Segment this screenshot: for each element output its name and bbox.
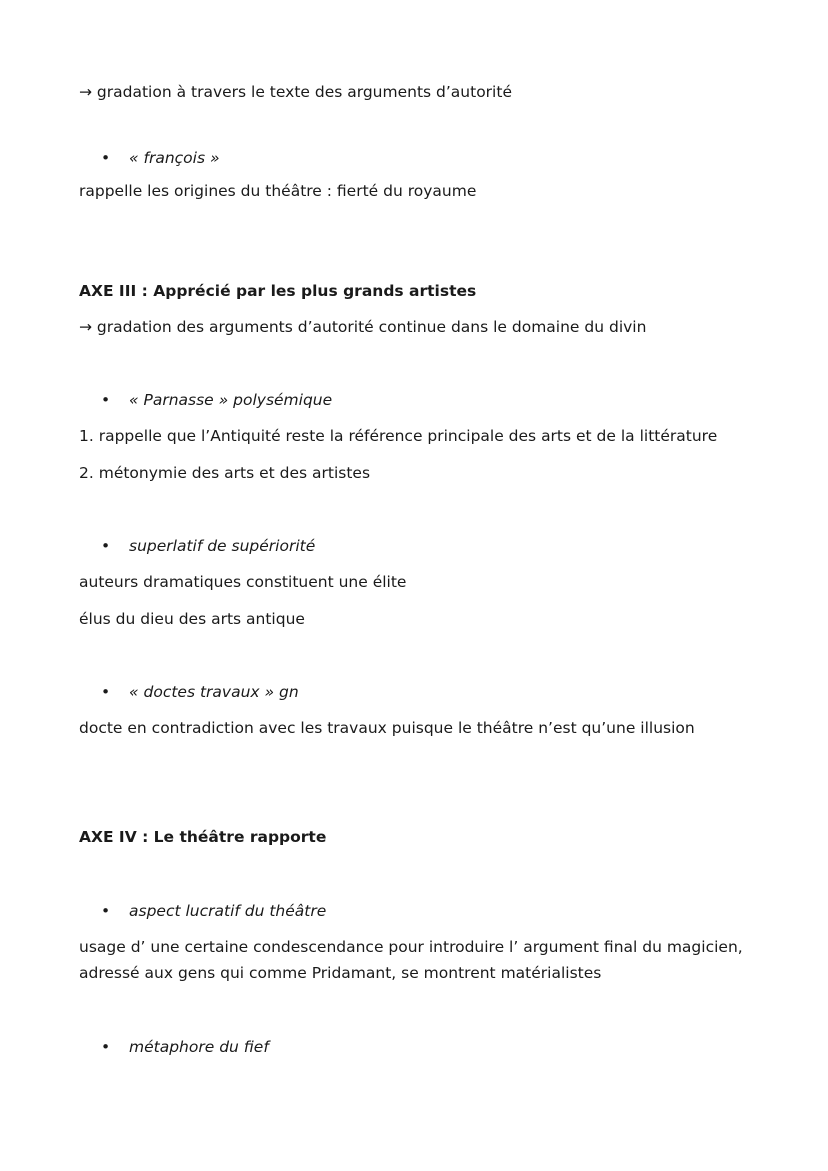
bullet-dot: • [101, 391, 111, 409]
bullet-dot: • [101, 149, 111, 167]
bullet-francois-text: « françois » [129, 149, 220, 167]
superlatif-note-1: auteurs dramatiques constituent une élite [79, 573, 407, 591]
axe3-subline: → gradation des arguments d’autorité continue dans le domaine du divin [79, 318, 647, 336]
bullet-parnasse [101, 390, 332, 410]
bullet-fief [101, 1037, 269, 1057]
bullet-dot: • [101, 1038, 111, 1056]
bullet-doctes [101, 682, 299, 702]
bullet-doctes-text: « doctes travaux » gn [129, 683, 299, 701]
bullet-superlatif [101, 536, 315, 556]
doctes-note: docte en contradiction avec les travaux puisque le théâtre n’est qu’une illusion [79, 719, 695, 737]
francois-note: rappelle les origines du théâtre : fierté du royaume [79, 182, 477, 200]
intro-line: → gradation à travers le texte des arguments d’autorité [79, 83, 512, 101]
bullet-fief-text: métaphore du fief [129, 1038, 269, 1056]
lucratif-note-1: usage d’ une certaine condescendance pour introduire l’ argument final du magicien, [79, 938, 743, 956]
bullet-lucratif [101, 901, 326, 921]
bullet-dot: • [101, 537, 111, 555]
bullet-francois [101, 148, 220, 168]
bullet-lucratif-text: aspect lucratif du théâtre [129, 902, 327, 920]
bullet-parnasse-text: « Parnasse » polysémique [129, 391, 333, 409]
axe3-heading: AXE III : Apprécié par les plus grands artistes [79, 282, 477, 300]
bullet-dot: • [101, 683, 111, 701]
superlatif-note-2: élus du dieu des arts antique [79, 610, 305, 628]
parnasse-point-1: 1. rappelle que l’Antiquité reste la référence principale des arts et de la littérature [79, 427, 718, 445]
bullet-dot: • [101, 902, 111, 920]
axe4-heading: AXE IV : Le théâtre rapporte [79, 828, 327, 846]
lucratif-note-2: adressé aux gens qui comme Pridamant, se montrent matérialistes [79, 964, 602, 982]
parnasse-point-2: 2. métonymie des arts et des artistes [79, 464, 371, 482]
bullet-superlatif-text: superlatif de supériorité [129, 537, 316, 555]
